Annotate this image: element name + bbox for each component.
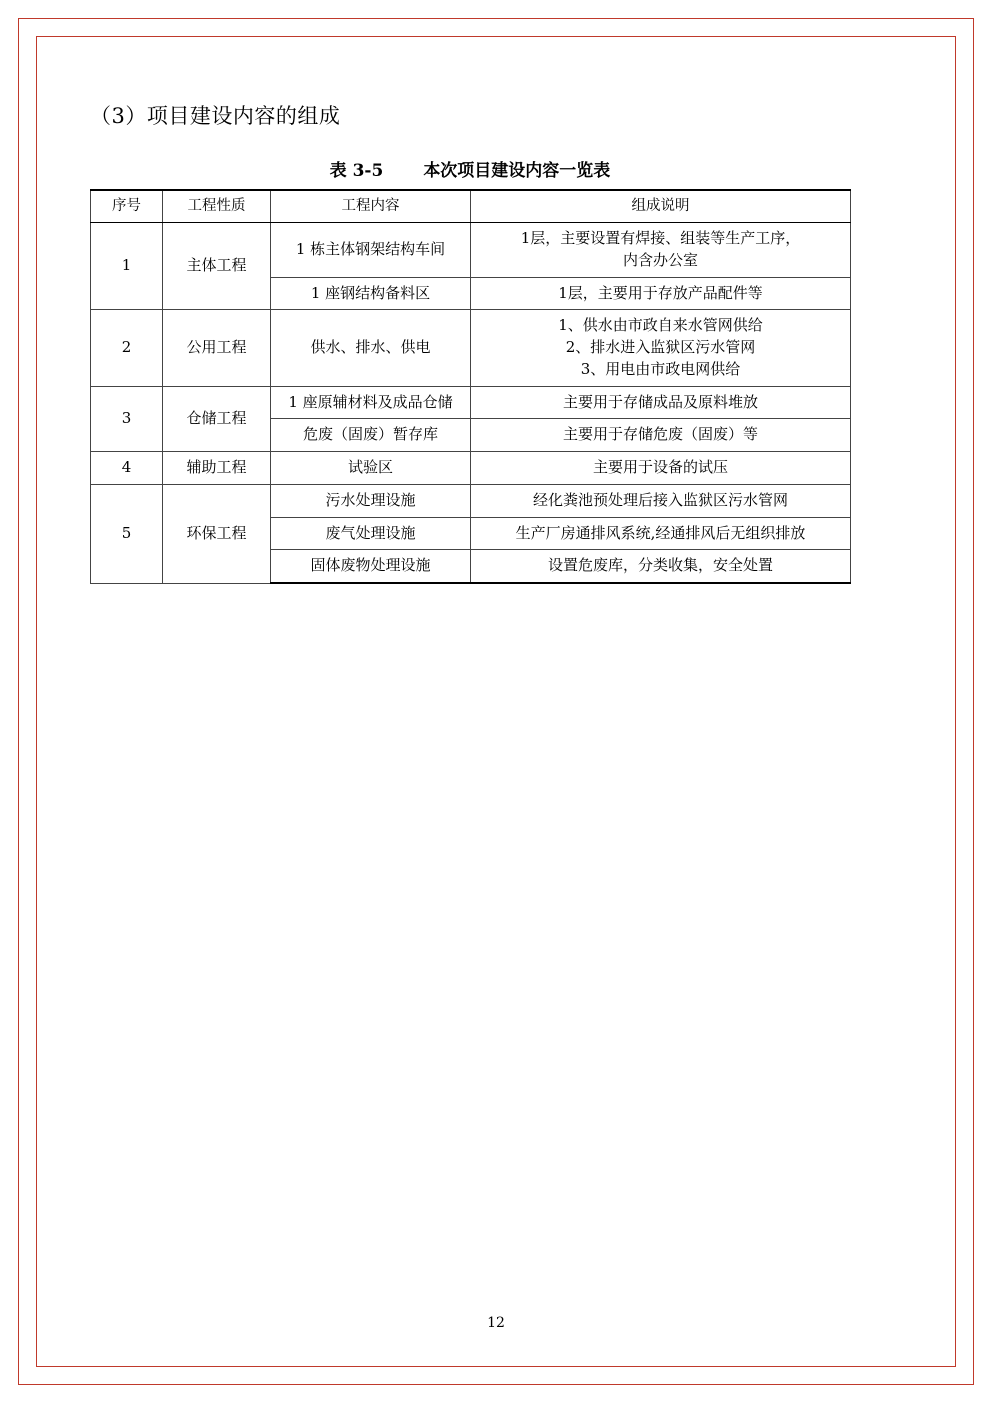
page-content xyxy=(90,100,910,584)
table-caption-text: 本次项目建设内容一览表 xyxy=(423,161,611,181)
table-header-row xyxy=(91,190,851,223)
column-header-content: 工程内容 xyxy=(271,190,471,223)
cell-nature: 公用工程 xyxy=(163,310,271,386)
table-row xyxy=(91,310,851,386)
table-row xyxy=(91,223,851,278)
cell-description: 1层，主要用于存放产品配件等 xyxy=(471,277,851,310)
table-row xyxy=(91,452,851,485)
cell-nature: 环保工程 xyxy=(163,484,271,583)
cell-description: 设置危废库，分类收集，安全处置 xyxy=(471,550,851,583)
column-header-nature: 工程性质 xyxy=(163,190,271,223)
cell-description: 生产厂房通排风系统,经通排风后无组织排放 xyxy=(471,517,851,550)
cell-description: 主要用于存储成品及原料堆放 xyxy=(471,386,851,419)
cell-content: 危废（固废）暂存库 xyxy=(271,419,471,452)
cell-nature: 辅助工程 xyxy=(163,452,271,485)
page-number: 12 xyxy=(487,1315,505,1331)
cell-content: 试验区 xyxy=(271,452,471,485)
cell-no: 2 xyxy=(91,310,163,386)
cell-content: 固体废物处理设施 xyxy=(271,550,471,583)
cell-description: 1层，主要设置有焊接、组装等生产工序， 内含办公室 xyxy=(471,223,851,278)
cell-content: 1 座钢结构备料区 xyxy=(271,277,471,310)
cell-content: 供水、排水、供电 xyxy=(271,310,471,386)
cell-description: 经化粪池预处理后接入监狱区污水管网 xyxy=(471,484,851,517)
cell-content: 废气处理设施 xyxy=(271,517,471,550)
cell-content: 污水处理设施 xyxy=(271,484,471,517)
table-body xyxy=(91,223,851,584)
cell-content: 1 座原辅材料及成品仓储 xyxy=(271,386,471,419)
cell-nature: 主体工程 xyxy=(163,223,271,310)
column-header-description: 组成说明 xyxy=(471,190,851,223)
table-caption xyxy=(90,156,850,181)
table-label: 表 3-5 xyxy=(329,161,384,181)
cell-no: 3 xyxy=(91,386,163,452)
cell-no: 4 xyxy=(91,452,163,485)
cell-description: 1、供水由市政自来水管网供给 2、排水进入监狱区污水管网 3、用电由市政电网供给 xyxy=(471,310,851,386)
cell-no: 5 xyxy=(91,484,163,583)
table-row xyxy=(91,386,851,419)
table-row xyxy=(91,484,851,517)
table-block xyxy=(90,156,850,584)
cell-no: 1 xyxy=(91,223,163,310)
column-header-no: 序号 xyxy=(91,190,163,223)
cell-nature: 仓储工程 xyxy=(163,386,271,452)
cell-content: 1 栋主体钢架结构车间 xyxy=(271,223,471,278)
cell-description: 主要用于设备的试压 xyxy=(471,452,851,485)
section-heading: （3）项目建设内容的组成 xyxy=(90,104,341,128)
cell-description: 主要用于存储危废（固废）等 xyxy=(471,419,851,452)
construction-content-table xyxy=(90,189,851,584)
